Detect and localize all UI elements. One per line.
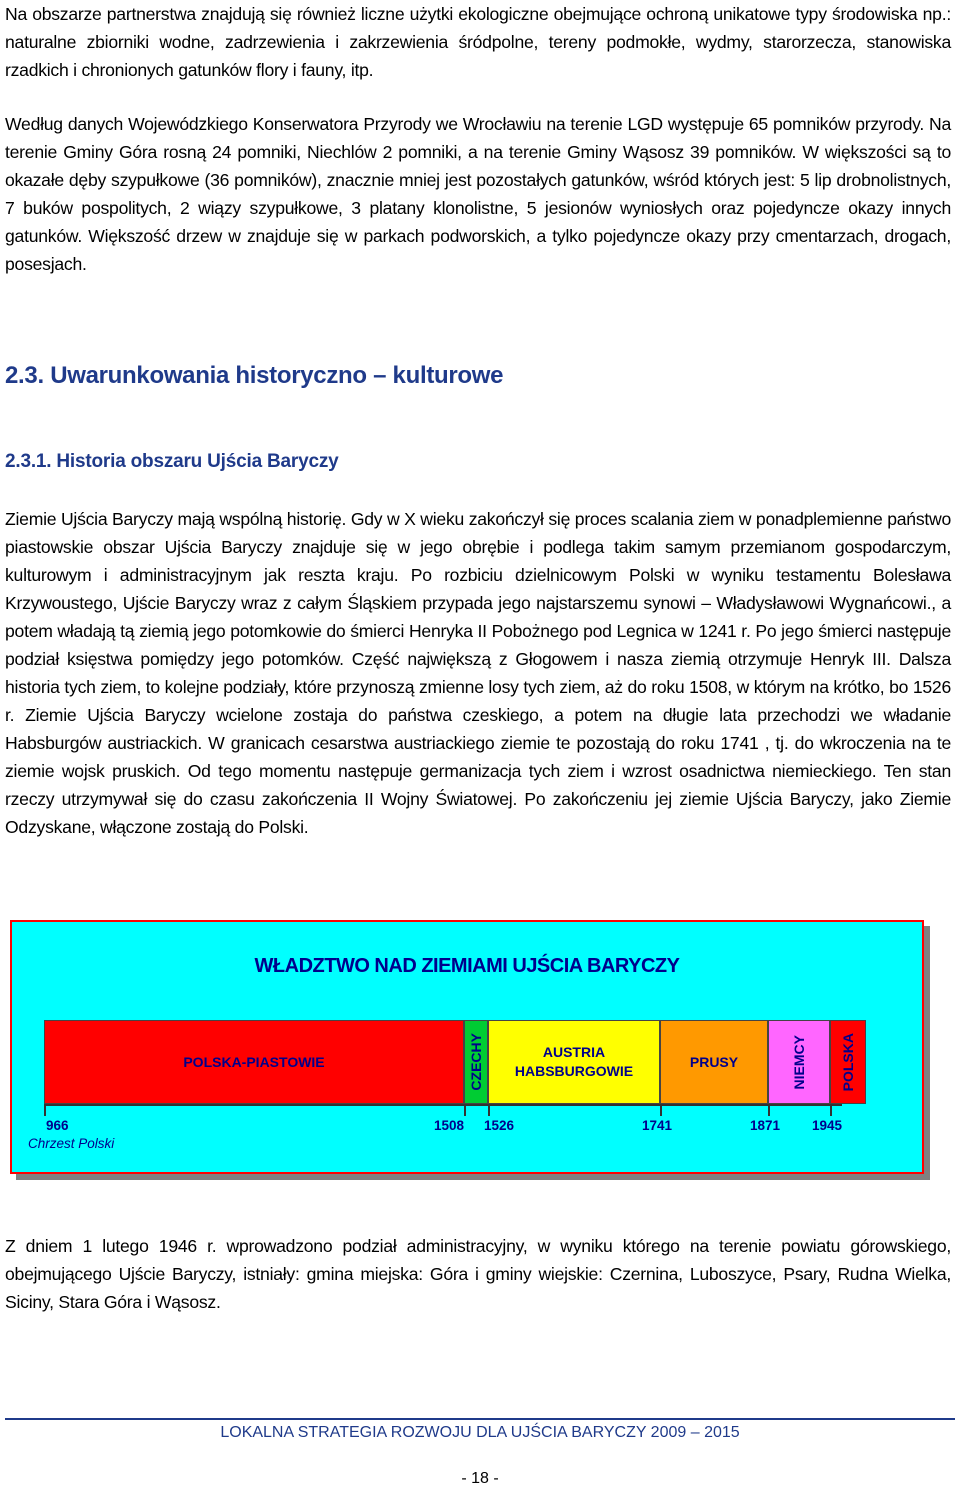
year-label-1741: 1741 bbox=[642, 1118, 673, 1133]
period-label: CZECHY bbox=[467, 1033, 484, 1091]
period-label: POLSKA-PIASTOWIE bbox=[183, 1053, 325, 1070]
chart-title: WŁADZTWO NAD ZIEMIAMI UJŚCIA BARYCZY bbox=[254, 955, 680, 977]
period-label: POLSKA bbox=[839, 1032, 856, 1092]
period-bar-prusy bbox=[660, 1020, 768, 1104]
footer-title: LOKALNA STRATEGIA ROZWOJU DLA UJŚCIA BARYCZY 2009 – 2015 bbox=[220, 1424, 740, 1441]
period-bar-austria-habsburgowie bbox=[488, 1020, 660, 1104]
year-label-966: 966 bbox=[46, 1118, 69, 1133]
subsection-heading: 2.3.1. Historia obszaru Ujścia Baryczy bbox=[5, 451, 339, 472]
timeline-tick bbox=[768, 1104, 770, 1116]
section-heading: 2.3. Uwarunkowania historyczno – kulturowe bbox=[5, 362, 504, 389]
paragraph-administration-1946: Z dniem 1 lutego 1946 r. wprowadzono podział administracyjny, w wyniku którego na terenie powiatu górowskiego, obejmującego Ujście Baryczy, istniały: gmina miejska: Góra i gminy wiejskie: Czernina, Luboszyce, Psary, Rudna Wielka, Siciny, Stara Góra i Wąsosz. bbox=[5, 1236, 951, 1312]
paragraph-history: Ziemie Ujścia Baryczy mają wspólną historię. Gdy w X wieku zakończył się proces scalania ziem w ponadplemienne państwo piastowskie obszar Ujścia Baryczy znajduje się w jego obrębie i podlega takim samym przemianom gospodarczym, kulturowym i administracyjnym jak reszta kraju. Po rozbiciu dzielnicowym Polski w wyniku testamentu Bolesława Krzywoustego, Ujście Baryczy wraz z całym Śląskiem przypada jego najstarszemu synowi – Władysławowi Wygnańcowi., a potem władają tą ziemią jego potomkowie do śmierci Henryka II Pobożnego pod Legnica w 1241 r. Po jego śmierci następuje podział księstwa pomiędzy jego potomków. Część największą z Głogowem i nasza ziemią otrzymuje Henryk III. Dalsza historia tych ziem, to kolejne podziały, które przynoszą zmienne losy tych ziem, aż do roku 1508, w którym na krótko, bo 1526 r. Ziemie Ujścia Baryczy wcielone zostaja do państwa czeskiego, a potem na długie lata przechodzi we władanie Habsburgów austriackich. W granicach cesarstwa austriackiego ziemie te pozostają do roku 1741 , tj. do wkroczenia na te ziemie wojsk pruskich. Od tego momentu następuje germanizacja tych ziem i wzrost osadnictwa niemieckiego. Ten stan rzeczy utrzymywał się do czasu zakończenia II Wojny Światowej. Po zakończeniu jej ziemie Ujścia Baryczy, jako Ziemie Odzyskane, włączone zostają do Polski. bbox=[5, 509, 951, 837]
paragraph-nature-monuments: Według danych Wojewódzkiego Konserwatora Przyrody we Wrocławiu na terenie LGD występuje 65 pomników przyrody. Na terenie Gminy Góra rosną 24 pomniki, Niechlów 2 pomniki, a na terenie Gminy Wąsosz 39 pomników. W większości są to okazałe dęby szypułkowe (36 pomników), znacznie mniej jest pozostałych gatunków, wśród których jest: 5 lip drobnolistnych, 7 buków pospolitych, 2 wiązy szypułkowe, 3 platany klonolistne, 5 jesionów wyniosłych oraz pojedyncze okazy innych gatunków. Większość drzew w znajduje się w parkach podworskich, a tylko pojedyncze okazy przy cmentarzach, drogach, posesjach. bbox=[5, 114, 951, 274]
period-label: NIEMCY bbox=[790, 1034, 807, 1090]
year-label-1508: 1508 bbox=[434, 1118, 465, 1133]
year-label-1945: 1945 bbox=[812, 1118, 843, 1133]
footer-rule bbox=[5, 1418, 955, 1420]
rule-timeline-chart bbox=[10, 920, 924, 1174]
year-note: Chrzest Polski bbox=[28, 1136, 115, 1151]
paragraph-ecological-areas: Na obszarze partnerstwa znajdują się również liczne użytki ekologiczne obejmujące ochroną unikatowe typy środowiska np.: naturalne zbiorniki wodne, zadrzewienia i zakrzewienia śródpolne, tereny podmokłe, wydmy, starorzecza, stanowiska rzadkich i chronionych gatunków flory i fauny, itp. bbox=[5, 4, 951, 80]
timeline-tick bbox=[830, 1104, 832, 1116]
period-bar-polska-piastowie bbox=[44, 1020, 464, 1104]
timeline-tick bbox=[488, 1104, 490, 1116]
period-label: AUSTRIA HABSBURGOWIE bbox=[514, 1044, 634, 1079]
timeline-tick bbox=[44, 1104, 46, 1116]
period-bar-polska bbox=[830, 1020, 866, 1104]
timeline-tick bbox=[464, 1104, 466, 1116]
timeline-axis bbox=[44, 1104, 842, 1106]
period-bar-czechy bbox=[464, 1020, 488, 1104]
page-number: - 18 - bbox=[461, 1470, 499, 1487]
period-label: PRUSY bbox=[689, 1053, 739, 1070]
year-label-1871: 1871 bbox=[750, 1118, 781, 1133]
timeline-tick bbox=[660, 1104, 662, 1116]
period-bar-niemcy bbox=[768, 1020, 830, 1104]
year-label-1526: 1526 bbox=[484, 1118, 515, 1133]
